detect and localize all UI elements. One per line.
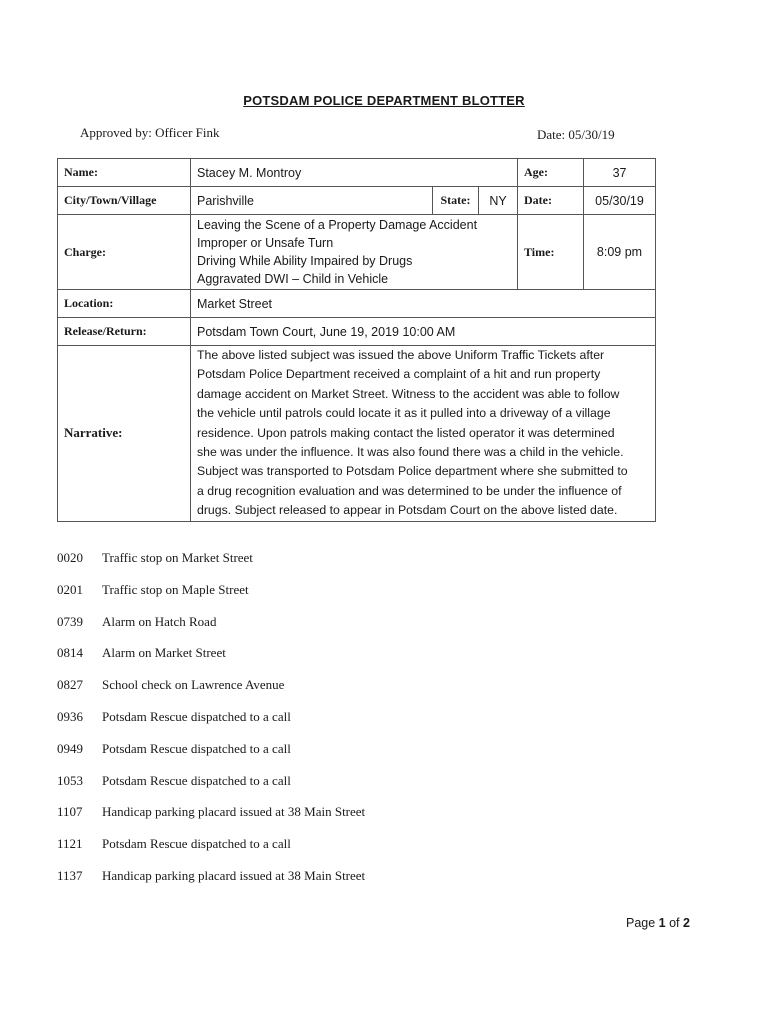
charge-label: Charge: bbox=[58, 215, 191, 290]
narrative-line: residence. Upon patrols making contact the listed operator it was determined bbox=[197, 425, 615, 440]
charge-item: Driving While Ability Impaired by Drugs bbox=[197, 254, 413, 268]
log-time: 1137 bbox=[57, 867, 83, 883]
release-label: Release/Return: bbox=[58, 318, 191, 346]
log-time: 0936 bbox=[57, 708, 83, 724]
time-label: Time: bbox=[518, 215, 584, 290]
log-text: Alarm on Hatch Road bbox=[102, 613, 217, 629]
city-value: Parishville bbox=[191, 187, 433, 215]
log-text: Traffic stop on Maple Street bbox=[102, 581, 249, 597]
narrative-line: The above listed subject was issued the above Uniform Traffic Tickets after bbox=[197, 348, 605, 362]
page-title: POTSDAM POLICE DEPARTMENT BLOTTER bbox=[243, 93, 525, 108]
header-date: Date: 05/30/19 bbox=[537, 127, 615, 142]
log-text: Potsdam Rescue dispatched to a call bbox=[102, 708, 291, 724]
log-entry bbox=[57, 677, 365, 709]
name-label: Name: bbox=[58, 159, 191, 187]
log-entry bbox=[57, 582, 365, 614]
narrative-line: drugs. Subject released to appear in Potsdam Court on the above listed date. bbox=[197, 503, 618, 518]
log-time: 0020 bbox=[57, 550, 83, 565]
log-entry bbox=[57, 773, 365, 805]
narrative-line: Potsdam Police Department received a complaint of a hit and run property bbox=[197, 367, 601, 382]
log-text: Potsdam Rescue dispatched to a call bbox=[102, 836, 291, 852]
location-label: Location: bbox=[58, 290, 191, 318]
log-time: 1121 bbox=[57, 836, 83, 852]
release-value: Potsdam Town Court, June 19, 2019 10:00 AM bbox=[191, 318, 656, 346]
time-value: 8:09 pm bbox=[584, 215, 656, 290]
state-value: NY bbox=[479, 187, 518, 215]
log-entry bbox=[57, 868, 365, 900]
city-label: City/Town/Village bbox=[58, 187, 191, 215]
log-entry bbox=[57, 804, 365, 836]
log-entry bbox=[57, 741, 365, 773]
log-time: 0739 bbox=[57, 613, 83, 629]
activity-log bbox=[57, 550, 365, 900]
name-value: Stacey M. Montroy bbox=[191, 159, 518, 187]
log-time: 0814 bbox=[57, 645, 83, 661]
narrative-text bbox=[191, 346, 656, 522]
narrative-line: the vehicle until patrols could locate it as it pulled into a driveway of a village bbox=[197, 406, 611, 421]
page-prefix: Page bbox=[626, 916, 659, 930]
narrative-label: Narrative: bbox=[58, 346, 191, 522]
location-value: Market Street bbox=[191, 290, 656, 318]
date-label: Date: bbox=[518, 187, 584, 215]
blotter-record-table bbox=[57, 158, 656, 522]
charge-item: Leaving the Scene of a Property Damage Accident bbox=[197, 218, 478, 232]
log-text: Handicap parking placard issued at 38 Main Street bbox=[102, 867, 366, 883]
charge-item: Improper or Unsafe Turn bbox=[197, 236, 334, 250]
age-value: 37 bbox=[584, 159, 656, 187]
log-entry bbox=[57, 709, 365, 741]
page-number bbox=[626, 916, 690, 930]
approved-by: Approved by: Officer Fink bbox=[80, 125, 220, 140]
log-entry bbox=[57, 645, 365, 677]
log-entry bbox=[57, 836, 365, 868]
state-label: State: bbox=[433, 187, 479, 215]
log-entry bbox=[57, 614, 365, 646]
page-total: 2 bbox=[683, 916, 690, 930]
log-time: 1053 bbox=[57, 772, 83, 788]
log-text: Handicap parking placard issued at 38 Main Street bbox=[102, 804, 366, 820]
log-time: 0201 bbox=[57, 581, 83, 597]
log-time: 0827 bbox=[57, 677, 83, 693]
narrative-line: damage accident on Market Street. Witness to the accident was able to follow bbox=[197, 386, 620, 401]
log-text: Traffic stop on Market Street bbox=[102, 550, 253, 565]
narrative-line: she was under the influence. It was also found there was a child in the vehicle. bbox=[197, 445, 624, 460]
log-time: 0949 bbox=[57, 740, 83, 756]
log-text: Potsdam Rescue dispatched to a call bbox=[102, 740, 291, 756]
narrative-line: a drug recognition evaluation and was determined to be under the influence of bbox=[197, 483, 622, 498]
log-text: School check on Lawrence Avenue bbox=[102, 677, 285, 693]
charge-item: Aggravated DWI – Child in Vehicle bbox=[197, 272, 389, 286]
charge-list bbox=[191, 215, 518, 290]
age-label: Age: bbox=[518, 159, 584, 187]
log-text: Alarm on Market Street bbox=[102, 645, 226, 661]
page-of: of bbox=[665, 916, 683, 930]
narrative-line: Subject was transported to Potsdam Police department where she submitted to bbox=[197, 464, 628, 479]
log-time: 1107 bbox=[57, 804, 83, 820]
log-entry bbox=[57, 550, 365, 582]
date-value: 05/30/19 bbox=[584, 187, 656, 215]
page-current: 1 bbox=[658, 916, 666, 930]
log-text: Potsdam Rescue dispatched to a call bbox=[102, 772, 291, 788]
